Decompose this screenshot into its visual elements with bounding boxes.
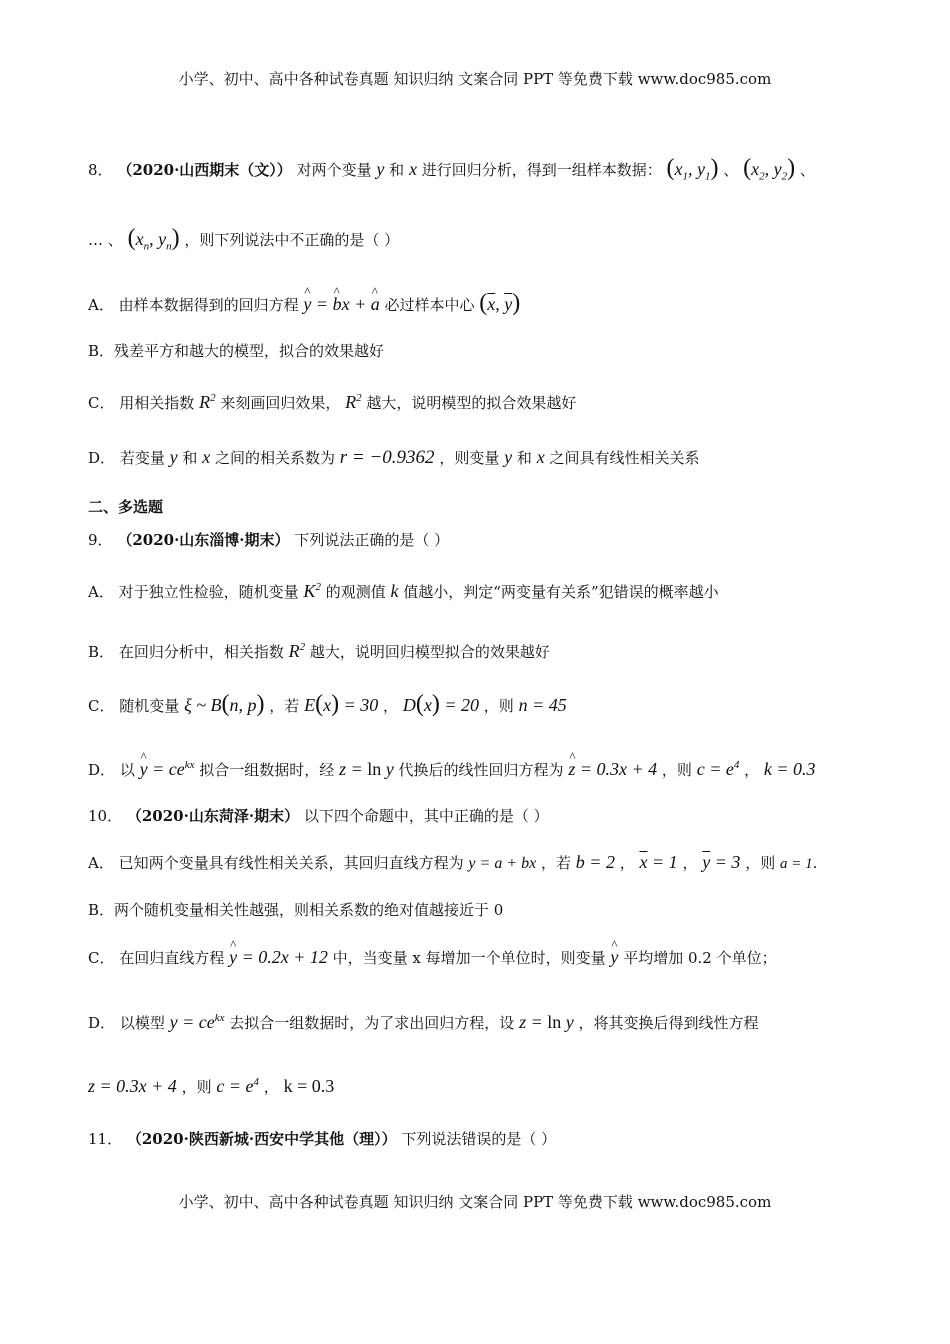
- text: 越大，说明回归模型拟合的效果越好: [309, 643, 550, 661]
- text: ，: [744, 761, 760, 779]
- option-label: C．: [88, 394, 115, 412]
- text: 和: [389, 161, 405, 179]
- math-variance: D(x) = 20: [402, 691, 479, 717]
- math-point-2: ($x_2$, $y_2$): [743, 155, 796, 183]
- math-ln-substitution: z = ln y: [339, 759, 394, 779]
- text: ，则变量: [439, 449, 500, 467]
- value: = 0.2x + 12: [241, 947, 328, 967]
- question-10-option-c: [88, 947, 777, 968]
- text: 和: [182, 449, 198, 467]
- separator: 、: [799, 161, 815, 179]
- math-y-hat: ^ y: [610, 947, 618, 967]
- math-b-value: b = 2: [575, 852, 615, 872]
- text: 进行回归分析，得到一组样本数据：: [421, 161, 662, 179]
- text: 代换后的线性回归方程为: [398, 761, 564, 779]
- text: 和: [516, 449, 532, 467]
- math-r-squared: $R^2$: [288, 641, 306, 661]
- question-10-option-b: B．两个随机变量相关性越强，则相关系数的绝对值越接近于 0: [88, 901, 504, 919]
- math-k: k: [390, 581, 399, 601]
- math-x: x: [408, 159, 417, 179]
- separator: 、: [723, 161, 739, 179]
- text: 下列说法正确的是（ ）: [294, 531, 450, 549]
- math-k-squared: $K^2$: [303, 581, 321, 601]
- text: 已知两个变量具有线性相关关系，其回归直线方程为: [118, 854, 464, 872]
- option-label: D．: [88, 761, 116, 779]
- text: 越大，说明模型的拟合效果越好: [366, 394, 577, 412]
- section-title: 二、多选题: [88, 498, 164, 516]
- question-8-option-b: B．残差平方和越大的模型，拟合的效果越好: [88, 342, 385, 360]
- page-header: 小学、初中、高中各种试卷真题 知识归纳 文案合同 PPT 等免费下载 www.doc985.com: [178, 70, 772, 88]
- question-9-stem: [88, 530, 449, 550]
- text: 下列说法错误的是（ ）: [401, 1130, 557, 1148]
- question-10-stem: [88, 806, 549, 826]
- text: ，: [263, 1078, 279, 1096]
- text: ，则: [745, 854, 776, 872]
- math-y: y: [376, 159, 385, 179]
- text: 以: [119, 761, 135, 779]
- question-9-option-d: [88, 755, 816, 780]
- question-source: （2020·陕西新城·西安中学其他（理））: [126, 1130, 397, 1148]
- math-x: x: [536, 447, 545, 467]
- text: 若变量: [119, 449, 165, 467]
- math-k-value: k = 0.3: [283, 1076, 335, 1096]
- text: ，: [682, 854, 698, 872]
- value: = 1: [652, 852, 678, 872]
- question-8-stem: [88, 155, 815, 187]
- text: 平均增加 0.2 个单位；: [623, 949, 777, 967]
- text: 去拟合一组数据时，为了求出回归方程，设: [229, 1014, 515, 1032]
- math-linear-model: y = a + bx: [468, 855, 537, 872]
- text: ，则: [661, 761, 692, 779]
- question-9-option-b: [88, 637, 550, 662]
- text: 以模型: [119, 1014, 165, 1032]
- option-label: A．: [88, 583, 114, 601]
- text: ，则: [181, 1078, 212, 1096]
- option-label: A．: [88, 854, 114, 872]
- math-x: x: [202, 447, 211, 467]
- text: 来刻画回归效果，: [220, 394, 341, 412]
- period: .: [812, 854, 818, 872]
- question-number: 8．: [88, 161, 113, 179]
- math-regression-eq: ^ y = ^ bx + ^ a: [303, 294, 379, 314]
- math-regression-line: ^ y = 0.2x + 12: [229, 947, 328, 967]
- question-8-stem-cont: [88, 225, 400, 257]
- math-r-squared: $R^2$: [199, 392, 216, 412]
- math-c-value: $c = e^4$: [216, 1076, 259, 1096]
- option-label: C．: [88, 697, 115, 715]
- math-expectation: E(x) = 30: [304, 691, 379, 717]
- text: ，则下列说法中不正确的是（ ）: [184, 231, 400, 249]
- value: = 0.3x + 4: [579, 759, 658, 779]
- option-label: A．: [88, 296, 114, 314]
- text: ，则: [483, 697, 514, 715]
- math-linear-eq: ^ z = 0.3x + 4: [568, 759, 657, 779]
- math-n-value: n = 45: [518, 695, 567, 715]
- math-linear-eq: z = 0.3x + 4: [88, 1076, 177, 1096]
- text: 之间的相关系数为: [214, 449, 335, 467]
- question-8-option-d: [88, 447, 700, 468]
- question-number: 11．: [88, 1130, 123, 1148]
- text: ，若: [269, 697, 300, 715]
- value: = 20: [444, 695, 479, 715]
- math-binomial: ξ ~ B(n, p): [184, 691, 265, 717]
- text: 对于独立性检验，随机变量: [118, 583, 299, 601]
- question-10-option-a: [88, 852, 817, 874]
- question-11-stem: [88, 1129, 556, 1149]
- text: 必过样本中心: [384, 296, 475, 314]
- value: = 3: [714, 852, 741, 872]
- math-exp-model: ^ $y = ce^{kx}$: [140, 759, 195, 779]
- text: ，: [619, 854, 635, 872]
- text: 中，当变量 x 每增加一个单位时，则变量: [332, 949, 606, 967]
- math-ybar-value: $\overline{y} = 3$: [702, 852, 741, 872]
- page-footer: 小学、初中、高中各种试卷真题 知识归纳 文案合同 PPT 等免费下载 www.doc985.com: [178, 1193, 772, 1211]
- text: 以下四个命题中，其中正确的是（ ）: [303, 807, 549, 825]
- text: 用相关指数: [119, 394, 195, 412]
- text: 在回归分析中，相关指数: [118, 643, 284, 661]
- math-ln-substitution: z = ln y: [519, 1012, 574, 1032]
- question-8-option-a: [88, 290, 521, 316]
- text: ，: [383, 697, 399, 715]
- option-label: C．: [88, 949, 115, 967]
- ellipsis: … 、: [88, 231, 123, 249]
- math-point-n: ($x_n$, $y_n$): [127, 225, 180, 253]
- math-sample-center: ($\overline{x}$, $\overline{y}$): [479, 290, 521, 316]
- math-exp-model: $y = ce^{kx}$: [169, 1012, 225, 1032]
- math-correlation-value: r = −0.9362: [339, 447, 435, 468]
- math-point-1: ($x_1$, $y_1$): [666, 155, 719, 183]
- text: 值越小，判定“两变量有关系”犯错误的概率越小: [403, 583, 719, 601]
- question-9-option-a: [88, 577, 719, 602]
- math-a-value: a = 1: [780, 856, 813, 872]
- question-source: （2020·山东菏泽·期末）: [126, 807, 300, 825]
- option-label: D．: [88, 449, 116, 467]
- text: 随机变量: [119, 697, 180, 715]
- math-y: y: [504, 447, 513, 467]
- text: 的观测值: [325, 583, 386, 601]
- math-r-squared: $R^2$: [345, 392, 362, 412]
- question-10-option-d-cont: [88, 1072, 334, 1097]
- math-y: y: [169, 447, 178, 467]
- question-9-option-c: [88, 691, 567, 717]
- math-xbar-value: $\overline{x} = 1$: [639, 852, 678, 872]
- option-label: B．: [88, 643, 115, 661]
- text: 在回归直线方程: [119, 949, 225, 967]
- question-number: 9．: [88, 531, 113, 549]
- question-10-option-d: [88, 1008, 759, 1033]
- value: = 30: [343, 695, 379, 715]
- text: 拟合一组数据时，经: [199, 761, 335, 779]
- math-c-value: $c = e^4$: [696, 759, 740, 779]
- text: 由样本数据得到的回归方程: [118, 296, 299, 314]
- question-source: （2020·山东淄博·期末）: [117, 531, 290, 549]
- text: ，将其变换后得到线性方程: [578, 1014, 759, 1032]
- text: 之间具有线性相关关系: [549, 449, 700, 467]
- math-k-value: k = 0.3: [763, 759, 816, 779]
- text: ，若: [541, 854, 572, 872]
- option-label: D．: [88, 1014, 116, 1032]
- question-number: 10．: [88, 807, 123, 825]
- question-source: （2020·山西期末（文））: [117, 161, 292, 179]
- question-8-option-c: [88, 388, 576, 413]
- text: 对两个变量: [296, 161, 372, 179]
